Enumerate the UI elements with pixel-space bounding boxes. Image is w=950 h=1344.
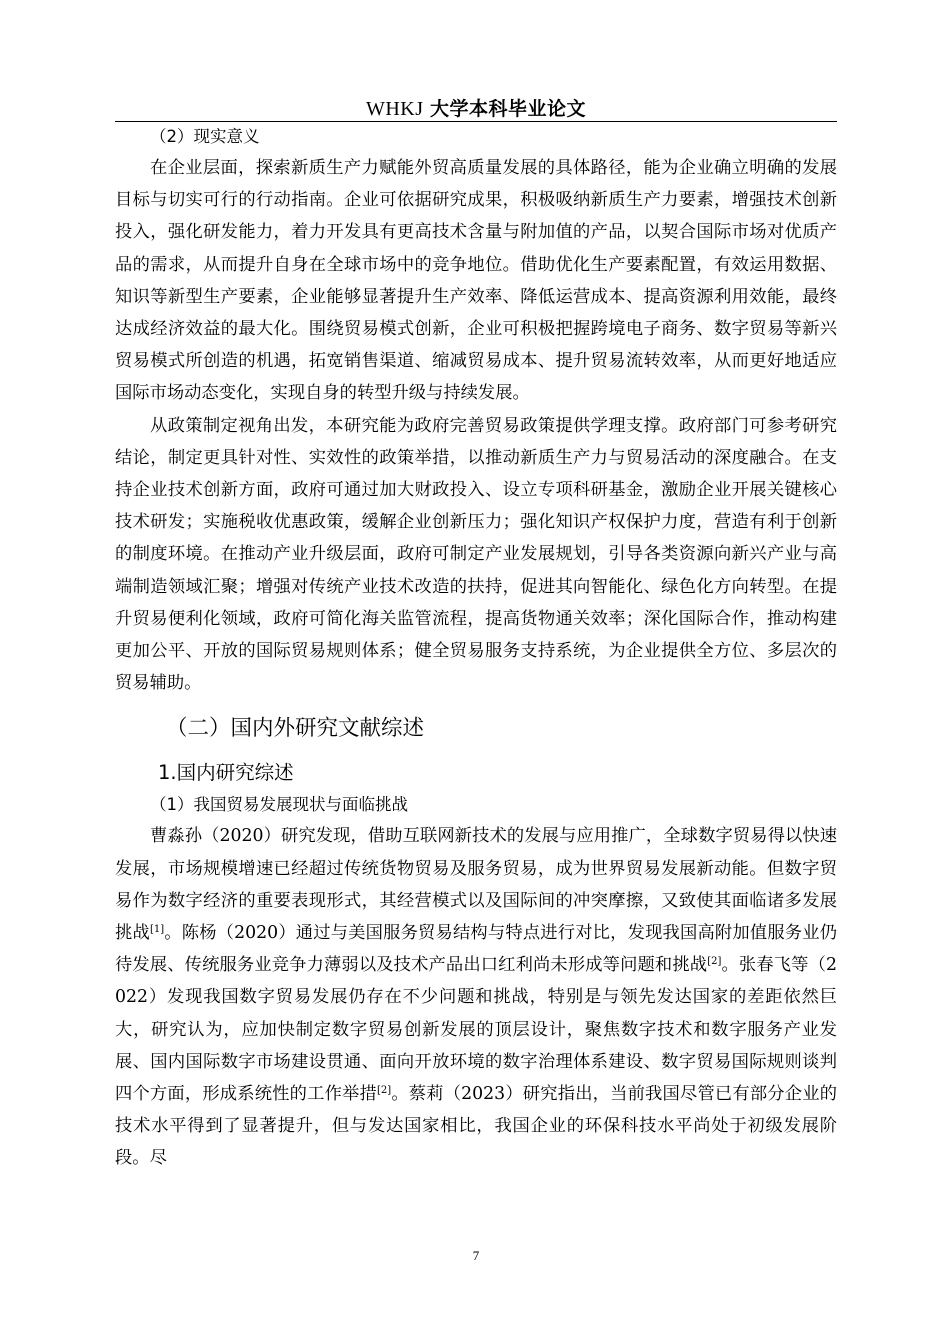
paragraph-literature [115,820,837,1174]
heading-domestic-review: 1.国内研究综述 [158,761,294,785]
paragraph-text: 。蔡莉（2023）研究指出，当前我国尽管已有部分企业的技术水平得到了显著提升，但与发达国家相比，我国企业的环保科技水平尚处于初级发展阶段。尽 [115,1084,837,1169]
paragraph-policy: 从政策制定视角出发，本研究能为政府完善贸易政策提供学理支撑。政府部门可参考研究结论，制定更具针对性、实效性的政策举措，以推动新质生产力与贸易活动的深度融合。在支持企业技术创新方面，政府可通过加大财政投入、设立专项科研基金，激励企业开展关键核心技术研发；实施税收优惠政策，缓解企业创新压力；强化知识产权保护力度，营造有利于创新的制度环境。在推动产业升级层面，政府可制定产业发展规划，引导各类资源向新兴产业与高端制造领域汇聚；增强对传统产业技术改造的扶持，促进其向智能化、绿色化方向转型。在提升贸易便利化领域，政府可简化海关监管流程，提高货物通关效率；深化国际合作，推动构建更加公平、开放的国际贸易规则体系；健全贸易服务支持系统，为企业提供全方位、多层次的贸易辅助。 [115,415,837,694]
running-header [115,94,837,121]
paragraph-text: 曹淼孙（2020）研究发现，借助互联网新技术的发展与应用推广，全球数字贸易得以快速发展，市场规模增速已经超过传统货物贸易及服务贸易，成为世界贸易发展新动能。但数字贸易作为数字经济的重要表现形式，其经营模式以及国际间的冲突摩擦，又致使其面临诸多发展挑战 [115,826,837,944]
citation-ref: [2] [707,956,722,968]
subheading-practical-significance: （2）现实意义 [150,127,260,146]
page-number: 7 [472,1248,480,1263]
header-latin: WHKJ [365,98,424,120]
subheading-trade-status: （1）我国贸易发展现状与面临挑战 [150,795,408,815]
page-body [115,122,837,1175]
heading-literature-review: （二）国内外研究文献综述 [166,716,425,742]
citation-ref: [1] [149,924,165,936]
citation-ref: [2] [376,1085,392,1097]
header-title: 大学本科毕业论文 [430,98,587,120]
paragraph-text: 。陈杨（2020）通过与美国服务贸易结构与特点进行对比，发现我国高附加值服务业仍待发展、传统服务业竞争力薄弱以及技术产品出口红利尚未形成等问题和挑战 [115,923,837,976]
paragraph-text: 。张春飞等（2022）发现我国数字贸易发展仍存在不少问题和挑战，特别是与领先发达国家的差距依然巨大，研究认为，应加快制定数字贸易创新发展的顶层设计，聚焦数字技术和数字服务产业发展、国内国际数字市场建设贯通、面向开放环境的数字治理体系建设、数字贸易国际规则谈判四个方面，形成系统性的工作举措 [115,955,837,1105]
paragraph-enterprise: 在企业层面，探索新质生产力赋能外贸高质量发展的具体路径，能为企业确立明确的发展目标与切实可行的行动指南。企业可依据研究成果，积极吸纳新质生产力要素，增强技术创新投入，强化研发能力，着力开发具有更高技术含量与附加值的产品，以契合国际市场对优质产品的需求，从而提升自身在全球市场中的竞争地位。借助优化生产要素配置，有效运用数据、知识等新型生产要素，企业能够显著提升生产效率、降低运营成本、提高资源利用效能，最终达成经济效益的最大化。围绕贸易模式创新，企业可积极把握跨境电子商务、数字贸易等新兴贸易模式所创造的机遇，拓宽销售渠道、缩减贸易成本、提升贸易流转效率，从而更好地适应国际市场动态变化，实现自身的转型升级与持续发展。 [115,158,837,404]
